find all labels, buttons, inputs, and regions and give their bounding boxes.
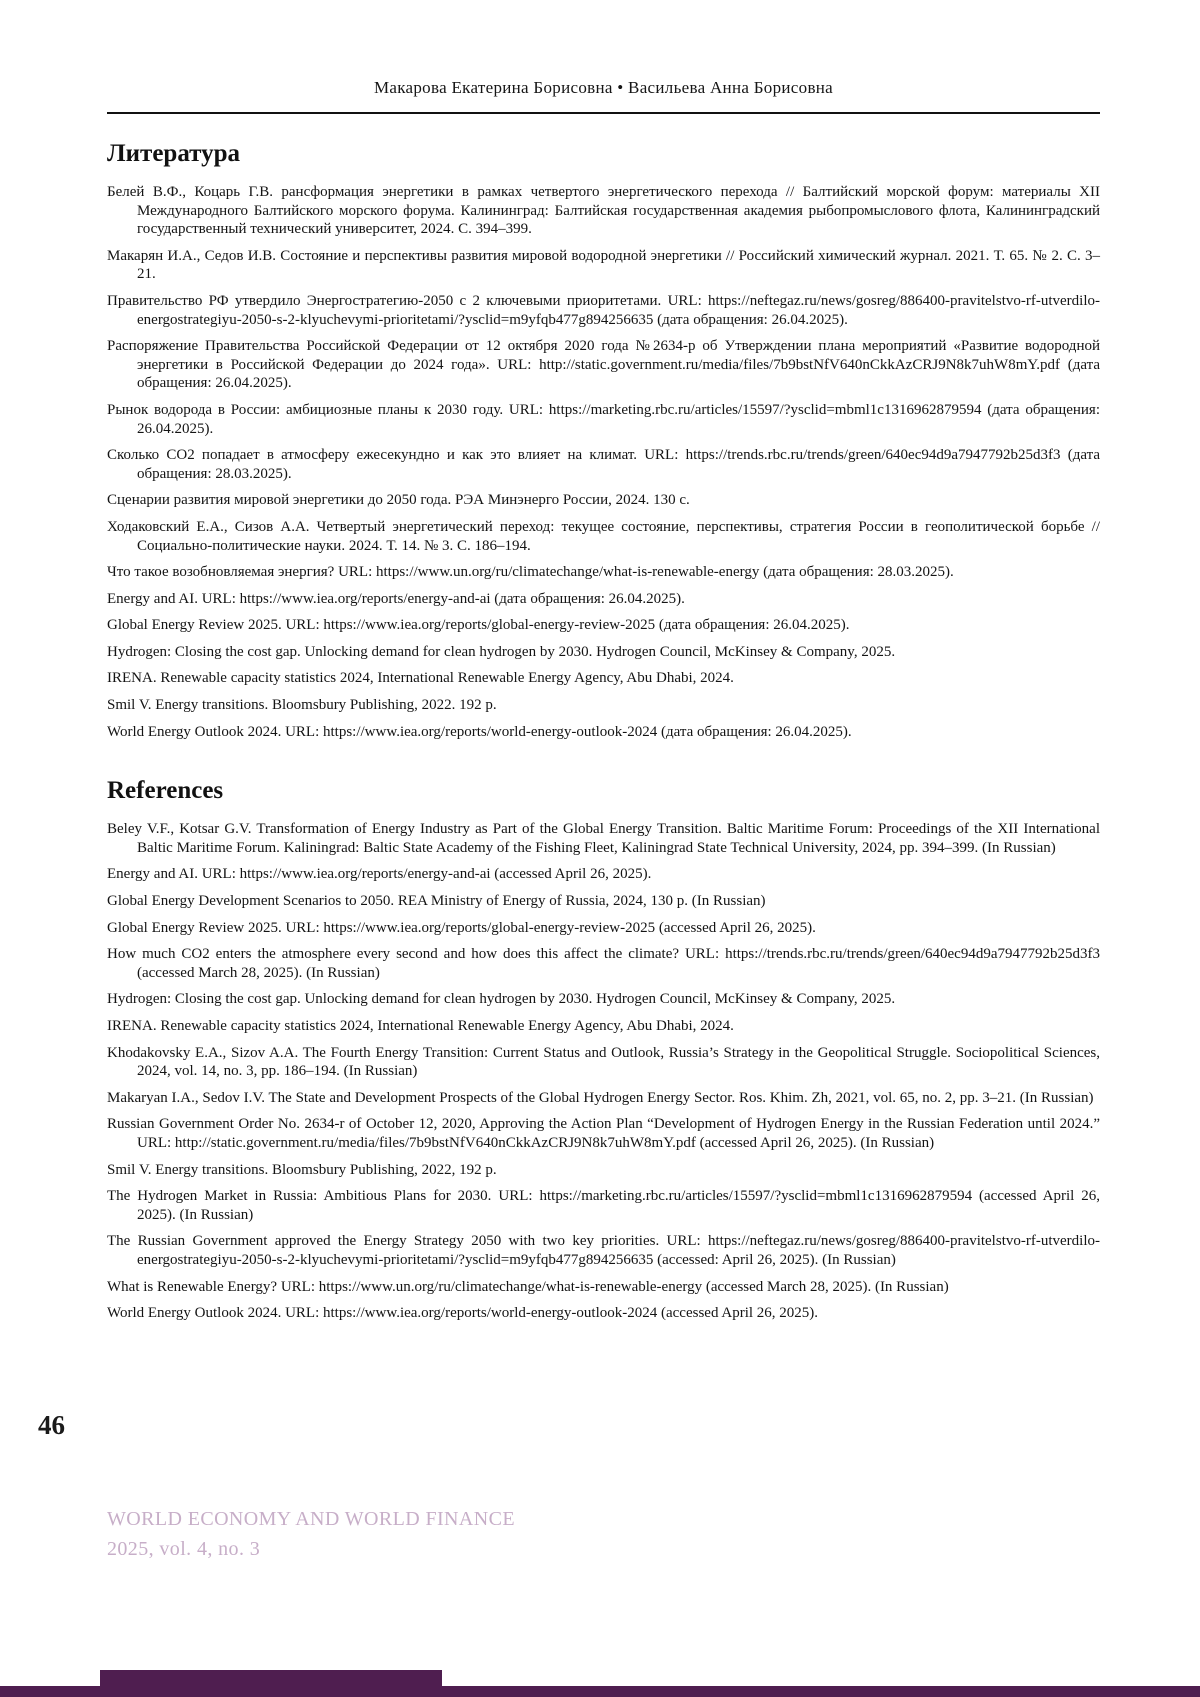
reference-entry: Белей В.Ф., Коцарь Г.В. рансформация энергетики в рамках четвертого энергетического перехода // Балтийский морской форум: материалы XII Международного Балтийского морского форума. Калининград: Балтийская государственная академия рыбопромыслового флота, Калининградский государственный технический университет, 2024. С. 394–399. xyxy=(107,184,1100,238)
section-literatura xyxy=(107,140,1100,741)
bottom-accent-bar xyxy=(0,1686,1200,1697)
reference-entry: Global Energy Development Scenarios to 2050. REA Ministry of Energy of Russia, 2024, 130 p. (In Russian) xyxy=(107,893,766,910)
reference-list-english xyxy=(107,820,1100,1322)
reference-entry: What is Renewable Energy? URL: https://www.un.org/ru/climatechange/what-is-renewable-energy (accessed March 28, 2025). (In Russian) xyxy=(107,1278,949,1295)
journal-issue: 2025, vol. 4, no. 3 xyxy=(107,1538,261,1560)
journal-title: WORLD ECONOMY AND WORLD FINANCE xyxy=(107,1508,515,1530)
reference-entry: Сценарии развития мировой энергетики до 2050 года. РЭА Минэнерго России, 2024. 130 с. xyxy=(107,492,690,509)
reference-list-russian xyxy=(107,183,1100,741)
page-number: 46 xyxy=(38,1410,65,1440)
section-title-literatura: Литература xyxy=(107,140,241,167)
header-rule xyxy=(107,112,1100,114)
reference-entry: Что такое возобновляемая энергия? URL: https://www.un.org/ru/climatechange/what-is-renewable-energy (дата обращения: 28.03.2025). xyxy=(107,564,954,581)
section-title-references: References xyxy=(107,777,224,805)
journal-footer xyxy=(107,1508,515,1561)
reference-entry: World Energy Outlook 2024. URL: https://www.iea.org/reports/world-energy-outlook-2024 (дата обращения: 26.04.2025). xyxy=(107,723,852,740)
reference-entry: Макарян И.А., Седов И.В. Состояние и перспективы развития мировой водородной энергетики // Российский химический журнал. 2021. Т. 65. № 2. С. 3–21. xyxy=(107,247,1100,283)
reference-entry: How much CO2 enters the atmosphere every second and how does this affect the climate? URL: https://trends.rbc.ru/trends/green/640ec94d9a7947792b25d3f3 (accessed March 28, 2025). (In Russian) xyxy=(107,946,1100,981)
reference-entry: Сколько CO2 попадает в атмосферу ежесекундно и как это влияет на климат. URL: https://trends.rbc.ru/trends/green/640ec94d9a7947792b25d3f3 (дата обращения: 28.03.2025). xyxy=(107,447,1100,482)
reference-entry: Khodakovsky E.A., Sizov A.A. The Fourth Energy Transition: Current Status and Outlook, Russia’s Strategy in the Geopolitical Struggle. Sociopolitical Sciences, 2024, vol. 14, no. 3, pp. 186–194. (In Russian) xyxy=(107,1044,1100,1080)
reference-entry: Hydrogen: Closing the cost gap. Unlocking demand for clean hydrogen by 2030. Hydrogen Council, McKinsey & Company, 2025. xyxy=(107,643,896,660)
reference-entry: Smil V. Energy transitions. Bloomsbury Publishing, 2022, 192 p. xyxy=(107,1161,497,1178)
reference-entry: Energy and AI. URL: https://www.iea.org/reports/energy-and-ai (дата обращения: 26.04.2025). xyxy=(107,590,685,607)
section-references xyxy=(107,777,1100,1322)
reference-entry: Ходаковский Е.А., Сизов А.А. Четвертый энергетический переход: текущее состояние, перспективы, стратегия России в геополитической борьбе // Социально-политические науки. 2024. Т. 14. № 3. С. 186–194. xyxy=(107,518,1100,554)
reference-entry: Beley V.F., Kotsar G.V. Transformation of Energy Industry as Part of the Global Energy Transition. Baltic Maritime Forum: Proceedings of the XII International Baltic Maritime Forum. Kaliningrad: Baltic State Academy of the Fishing Fleet, Kaliningrad State Technical University, 2024, pp. 394–399. (In Russian) xyxy=(107,821,1100,856)
reference-entry: Makaryan I.A., Sedov I.V. The State and Development Prospects of the Global Hydrogen Energy Sector. Ros. Khim. Zh, 2021, vol. 65, no. 2, pp. 3–21. (In Russian) xyxy=(107,1089,1094,1106)
reference-entry: Hydrogen: Closing the cost gap. Unlocking demand for clean hydrogen by 2030. Hydrogen Council, McKinsey & Company, 2025. xyxy=(107,991,896,1008)
reference-entry: IRENA. Renewable capacity statistics 2024, International Renewable Energy Agency, Abu Dhabi, 2024. xyxy=(107,670,734,687)
page-header xyxy=(107,0,1100,114)
reference-entry: Правительство РФ утвердило Энергостратегию-2050 с 2 ключевыми приоритетами. URL: https://neftegaz.ru/news/gosreg/886400-pravitelstvo-rf-utverdilo-energostrategiyu-2050-s-2-klyuchevymi-prioritetami/?ysclid=m9yfqb477g894256635 (дата обращения: 26.04.2025). xyxy=(107,292,1100,328)
bottom-bar-left-segment xyxy=(100,1670,442,1686)
reference-entry: Распоряжение Правительства Российской Федерации от 12 октября 2020 года №2634-р об Утверждении плана мероприятий «Развитие водородной энергетики в Российской Федерации до 2024 года». URL: http://static.government.ru/media/files/7b9bstNfV640nCkkAzCRJ9N8k7uhW8mY.pdf (дата обращения: 26.04.2025). xyxy=(107,338,1100,392)
reference-entry: Рынок водорода в России: амбициозные планы к 2030 году. URL: https://marketing.rbc.ru/articles/15597/?ysclid=mbml1c1316962879594 (дата обращения: 26.04.2025). xyxy=(107,401,1100,437)
reference-entry: World Energy Outlook 2024. URL: https://www.iea.org/reports/world-energy-outlook-2024 (accessed April 26, 2025). xyxy=(107,1305,819,1322)
reference-entry: Russian Government Order No. 2634-r of October 12, 2020, Approving the Action Plan “Development of Hydrogen Energy in the Russian Federation until 2024.” URL: http://static.government.ru/media/files/7b9bstNfV640nCkkAzCRJ9N8k7uhW8mY.pdf (accessed April 26, 2025). (In Russian) xyxy=(107,1116,1100,1151)
reference-entry: Smil V. Energy transitions. Bloomsbury Publishing, 2022. 192 p. xyxy=(107,697,497,714)
reference-entry: Energy and AI. URL: https://www.iea.org/reports/energy-and-ai (accessed April 26, 2025). xyxy=(107,866,652,883)
reference-entry: The Russian Government approved the Energy Strategy 2050 with two key priorities. URL: https://neftegaz.ru/news/gosreg/886400-pravitelstvo-rf-utverdilo-energostrategiyu-2050-s-2-klyuchevymi-prioritetami/?ysclid=m9yfqb477g894256635 (accessed: April 26, 2025). (In Russian) xyxy=(107,1233,1100,1268)
reference-entry: Global Energy Review 2025. URL: https://www.iea.org/reports/global-energy-review-2025 (accessed April 26, 2025). xyxy=(107,919,816,936)
reference-entry: The Hydrogen Market in Russia: Ambitious Plans for 2030. URL: https://marketing.rbc.ru/articles/15597/?ysclid=mbml1c1316962879594 (accessed April 26, 2025). (In Russian) xyxy=(107,1188,1100,1223)
reference-entry: Global Energy Review 2025. URL: https://www.iea.org/reports/global-energy-review-2025 (дата обращения: 26.04.2025). xyxy=(107,617,850,634)
reference-entry: IRENA. Renewable capacity statistics 2024, International Renewable Energy Agency, Abu Dhabi, 2024. xyxy=(107,1018,734,1034)
page-header-authors: Макарова Екатерина Борисовна • Васильева Анна Борисовна xyxy=(373,78,834,97)
references-main xyxy=(107,140,1100,1323)
